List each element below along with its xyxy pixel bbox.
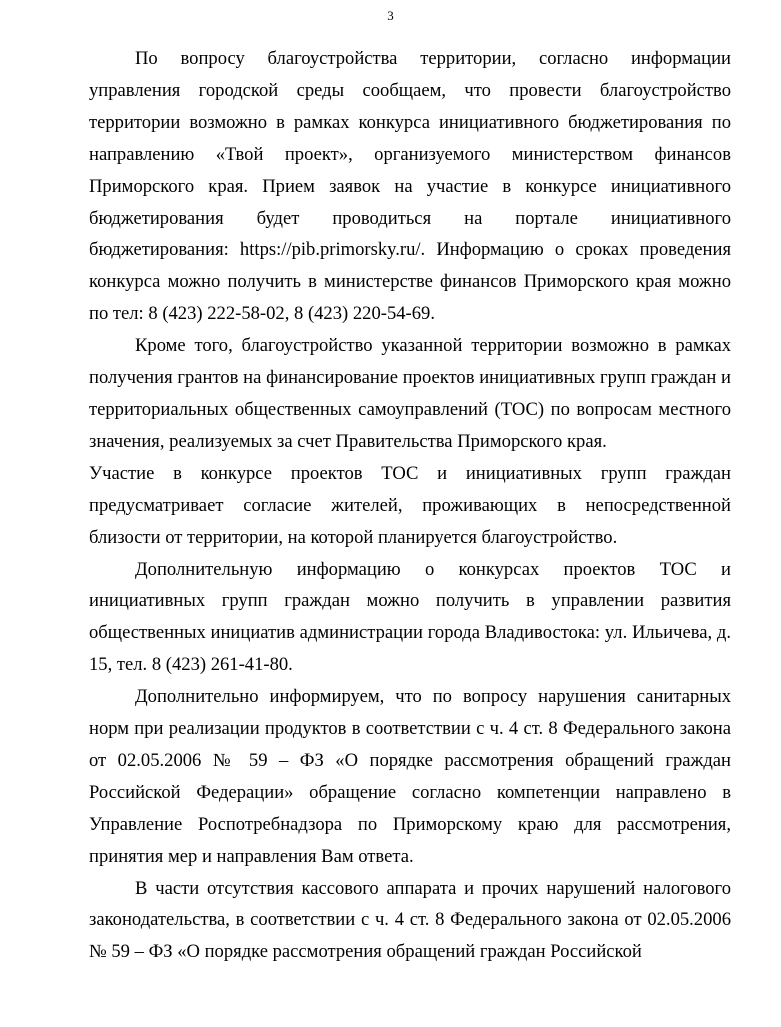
paragraph-grants-tos: Кроме того, благоустройство указанной территории возможно в рамках получения грантов на финансирование проектов инициативных групп граждан и территориальных общественных самоуправлений (ТОС) по вопросам местного значения, реализуемых за счет Правительства Приморского края. bbox=[89, 335, 731, 452]
page-number: 3 bbox=[387, 8, 394, 23]
paragraph-landscaping-initiative-budgeting: По вопросу благоустройства территории, согласно информации управления городской среды сообщаем, что провести благоустройство территории возможно в рамках конкурса инициативного бюджетирования по направлению «Твой проект», организуемого министерством финансов Приморского края. Прием заявок на участие в конкурсе инициативного бюджетирования будет проводиться на портале инициативного бюджетирования: https://pib.primorsky.ru/. Информацию о сроках проведения конкурса можно получить в министерстве финансов Приморского края можно по тел: 8 (423) 222-58-02, 8 (423) 220-54-69. bbox=[89, 48, 731, 325]
paragraph-additional-info-contacts: Дополнительную информацию о конкурсах проектов ТОС и инициативных групп граждан можно получить в управлении развития общественных инициатив администрации города Владивостока: ул. Ильичева, д. 15, тел. 8 (423) 261-41-80. bbox=[89, 558, 731, 676]
paragraph-cash-register-tax: В части отсутствия кассового аппарата и прочих нарушений налогового законодательства, в соответствии с ч. 4 ст. 8 Федерального закона от 02.05.2006 № 59 – ФЗ «О порядке рассмотрения обращений граждан Российской bbox=[89, 877, 731, 963]
paragraph-sanitary-norms: Дополнительно информируем, что по вопросу нарушения санитарных норм при реализации продуктов в соответствии с ч. 4 ст. 8 Федерального закона от 02.05.2006 № 59 – ФЗ «О порядке рассмотрения обращений граждан Российской Федерации» обращение согласно компетенции направлено в Управление Роспотребнадзора по Приморскому краю для рассмотрения, принятия мер и направления Вам ответа. bbox=[89, 686, 731, 867]
document-body bbox=[89, 43, 731, 968]
paragraph-participation-consent: Участие в конкурсе проектов ТОС и инициативных групп граждан предусматривает согласие жителей, проживающих в непосредственной близости от территории, на которой планируется благоустройство. bbox=[89, 462, 731, 548]
